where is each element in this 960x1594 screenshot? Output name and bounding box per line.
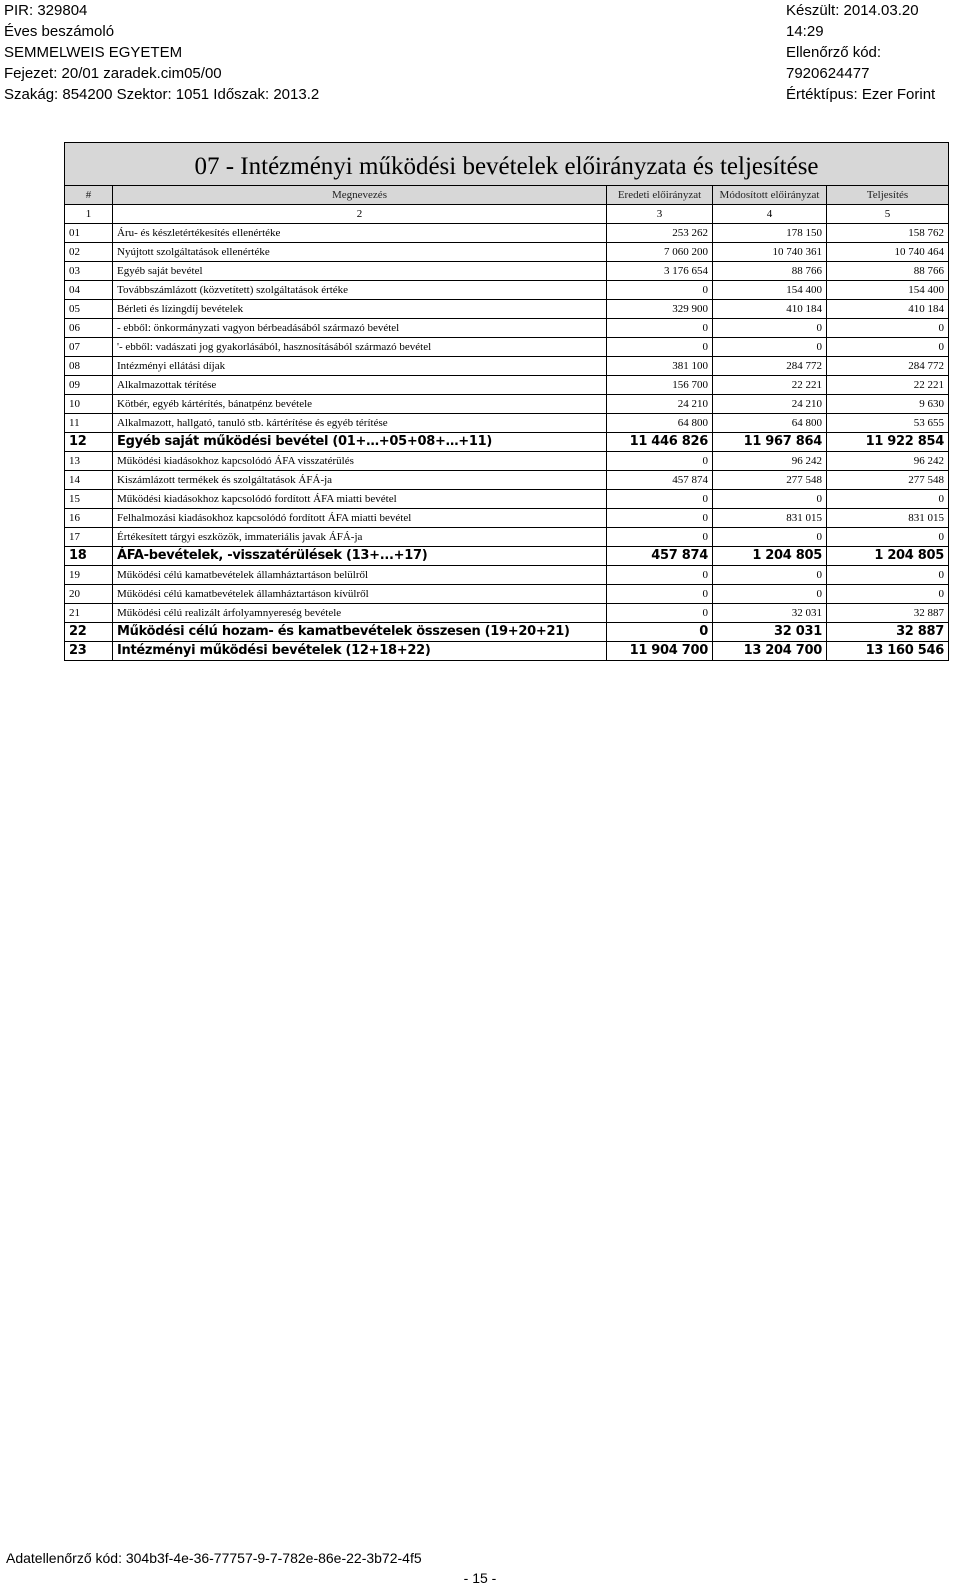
row-modified: 178 150 bbox=[713, 224, 827, 243]
row-modified: 0 bbox=[713, 585, 827, 604]
header-created: Készült: 2014.03.20 14:29 bbox=[786, 2, 919, 40]
row-id: 09 bbox=[65, 376, 113, 395]
row-id: 08 bbox=[65, 357, 113, 376]
row-original: 0 bbox=[607, 319, 713, 338]
table-row bbox=[65, 433, 949, 452]
row-modified: 1 204 805 bbox=[713, 547, 827, 566]
table-row bbox=[65, 376, 949, 395]
row-name: Áru- és készletértékesítés ellenértéke bbox=[113, 224, 607, 243]
row-name: Alkalmazottak térítése bbox=[113, 376, 607, 395]
table-row bbox=[65, 566, 949, 585]
table-row bbox=[65, 357, 949, 376]
table-row bbox=[65, 528, 949, 547]
col-header-modified: Módosított előirányzat bbox=[713, 186, 827, 205]
row-modified: 831 015 bbox=[713, 509, 827, 528]
col-number-5: 5 bbox=[827, 205, 949, 224]
table-row bbox=[65, 319, 949, 338]
row-completed: 410 184 bbox=[827, 300, 949, 319]
row-modified: 96 242 bbox=[713, 452, 827, 471]
row-original: 3 176 654 bbox=[607, 262, 713, 281]
row-name: Működési célú kamatbevételek államháztartáson kívülről bbox=[113, 585, 607, 604]
row-completed: 0 bbox=[827, 338, 949, 357]
row-completed: 32 887 bbox=[827, 604, 949, 623]
row-name: Kötbér, egyéb kártérítés, bánatpénz bevétele bbox=[113, 395, 607, 414]
row-completed: 0 bbox=[827, 490, 949, 509]
row-original: 0 bbox=[607, 490, 713, 509]
row-original: 64 800 bbox=[607, 414, 713, 433]
col-number-2: 2 bbox=[113, 205, 607, 224]
column-number-row bbox=[65, 205, 949, 224]
row-completed: 96 242 bbox=[827, 452, 949, 471]
column-header-row bbox=[65, 186, 949, 205]
row-modified: 10 740 361 bbox=[713, 243, 827, 262]
header-right bbox=[786, 0, 960, 105]
col-header-name: Megnevezés bbox=[113, 186, 607, 205]
row-original: 0 bbox=[607, 623, 713, 642]
row-original: 0 bbox=[607, 604, 713, 623]
row-name: - ebből: önkormányzati vagyon bérbeadásából származó bevétel bbox=[113, 319, 607, 338]
row-id: 02 bbox=[65, 243, 113, 262]
page-number: - 15 - bbox=[463, 1570, 497, 1586]
row-original: 0 bbox=[607, 509, 713, 528]
row-id: 12 bbox=[65, 433, 113, 452]
table-row bbox=[65, 300, 949, 319]
table-row bbox=[65, 642, 949, 661]
row-original: 156 700 bbox=[607, 376, 713, 395]
row-original: 0 bbox=[607, 281, 713, 300]
row-completed: 0 bbox=[827, 566, 949, 585]
row-name: Működési célú hozam- és kamatbevételek összesen (19+20+21) bbox=[113, 623, 607, 642]
row-id: 18 bbox=[65, 547, 113, 566]
row-original: 329 900 bbox=[607, 300, 713, 319]
row-completed: 0 bbox=[827, 319, 949, 338]
row-id: 23 bbox=[65, 642, 113, 661]
table-row bbox=[65, 243, 949, 262]
row-name: Működési célú realizált árfolyamnyereség bevétele bbox=[113, 604, 607, 623]
row-modified: 32 031 bbox=[713, 623, 827, 642]
row-name: Intézményi ellátási díjak bbox=[113, 357, 607, 376]
row-modified: 0 bbox=[713, 566, 827, 585]
row-completed: 11 922 854 bbox=[827, 433, 949, 452]
header-sector: Szakág: 854200 Szektor: 1051 Időszak: 2013.2 bbox=[4, 86, 320, 103]
row-id: 20 bbox=[65, 585, 113, 604]
revenue-table bbox=[64, 142, 949, 661]
row-modified: 277 548 bbox=[713, 471, 827, 490]
row-modified: 284 772 bbox=[713, 357, 827, 376]
row-name: Értékesített tárgyi eszközök, immateriális javak ÁFÁ-ja bbox=[113, 528, 607, 547]
table-row bbox=[65, 604, 949, 623]
row-completed: 22 221 bbox=[827, 376, 949, 395]
row-modified: 24 210 bbox=[713, 395, 827, 414]
row-completed: 0 bbox=[827, 585, 949, 604]
header-chapter: Fejezet: 20/01 zaradek.cim05/00 bbox=[4, 65, 222, 82]
row-name: Működési kiadásokhoz kapcsolódó fordított ÁFA miatti bevétel bbox=[113, 490, 607, 509]
row-original: 7 060 200 bbox=[607, 243, 713, 262]
row-id: 01 bbox=[65, 224, 113, 243]
row-modified: 64 800 bbox=[713, 414, 827, 433]
col-number-4: 4 bbox=[713, 205, 827, 224]
row-name: Működési célú kamatbevételek államháztartáson belülről bbox=[113, 566, 607, 585]
row-completed: 53 655 bbox=[827, 414, 949, 433]
row-name: Egyéb saját működési bevétel (01+…+05+08+…+11) bbox=[113, 433, 607, 452]
row-name: Egyéb saját bevétel bbox=[113, 262, 607, 281]
header-value-type: Értéktípus: Ezer Forint bbox=[786, 86, 936, 103]
row-completed: 284 772 bbox=[827, 357, 949, 376]
row-modified: 0 bbox=[713, 490, 827, 509]
header-pir: PIR: 329804 bbox=[4, 2, 88, 19]
row-completed: 0 bbox=[827, 528, 949, 547]
row-name: ÁFA-bevételek, -visszatérülések (13+...+17) bbox=[113, 547, 607, 566]
table-row bbox=[65, 490, 949, 509]
row-original: 0 bbox=[607, 338, 713, 357]
table-row bbox=[65, 623, 949, 642]
table-row bbox=[65, 395, 949, 414]
header-check-code: Ellenőrző kód: 7920624477 bbox=[786, 44, 882, 82]
row-completed: 10 740 464 bbox=[827, 243, 949, 262]
table-row bbox=[65, 509, 949, 528]
row-name: Intézményi működési bevételek (12+18+22) bbox=[113, 642, 607, 661]
row-id: 10 bbox=[65, 395, 113, 414]
row-name: Nyújtott szolgáltatások ellenértéke bbox=[113, 243, 607, 262]
row-modified: 0 bbox=[713, 528, 827, 547]
row-id: 06 bbox=[65, 319, 113, 338]
table-row bbox=[65, 414, 949, 433]
row-original: 457 874 bbox=[607, 547, 713, 566]
row-modified: 22 221 bbox=[713, 376, 827, 395]
col-header-completed: Teljesítés bbox=[827, 186, 949, 205]
header-left bbox=[4, 0, 319, 105]
table-row bbox=[65, 338, 949, 357]
row-name: Működési kiadásokhoz kapcsolódó ÁFA visszatérülés bbox=[113, 452, 607, 471]
table-row bbox=[65, 547, 949, 566]
row-name: '- ebből: vadászati jog gyakorlásából, hasznosításából származó bevétel bbox=[113, 338, 607, 357]
col-header-number: # bbox=[65, 186, 113, 205]
row-completed: 1 204 805 bbox=[827, 547, 949, 566]
table-title-row bbox=[65, 143, 949, 186]
row-id: 15 bbox=[65, 490, 113, 509]
row-id: 21 bbox=[65, 604, 113, 623]
col-number-1: 1 bbox=[65, 205, 113, 224]
row-original: 11 904 700 bbox=[607, 642, 713, 661]
row-id: 05 bbox=[65, 300, 113, 319]
row-modified: 32 031 bbox=[713, 604, 827, 623]
row-completed: 277 548 bbox=[827, 471, 949, 490]
row-name: Bérleti és lízingdíj bevételek bbox=[113, 300, 607, 319]
col-number-3: 3 bbox=[607, 205, 713, 224]
table-title: 07 - Intézményi működési bevételek előirányzata és teljesítése bbox=[65, 143, 949, 186]
row-modified: 410 184 bbox=[713, 300, 827, 319]
row-id: 03 bbox=[65, 262, 113, 281]
row-modified: 0 bbox=[713, 319, 827, 338]
row-id: 14 bbox=[65, 471, 113, 490]
row-original: 457 874 bbox=[607, 471, 713, 490]
row-id: 11 bbox=[65, 414, 113, 433]
row-name: Kiszámlázott termékek és szolgáltatások ÁFÁ-ja bbox=[113, 471, 607, 490]
table-row bbox=[65, 585, 949, 604]
row-id: 19 bbox=[65, 566, 113, 585]
row-original: 253 262 bbox=[607, 224, 713, 243]
row-modified: 0 bbox=[713, 338, 827, 357]
row-original: 0 bbox=[607, 585, 713, 604]
row-id: 16 bbox=[65, 509, 113, 528]
header-report-type: Éves beszámoló bbox=[4, 23, 115, 40]
row-completed: 13 160 546 bbox=[827, 642, 949, 661]
row-id: 13 bbox=[65, 452, 113, 471]
row-name: Alkalmazott, hallgató, tanuló stb. kártérítése és egyéb térítése bbox=[113, 414, 607, 433]
row-completed: 88 766 bbox=[827, 262, 949, 281]
table-row bbox=[65, 471, 949, 490]
table-row bbox=[65, 224, 949, 243]
col-header-original: Eredeti előirányzat bbox=[607, 186, 713, 205]
row-completed: 154 400 bbox=[827, 281, 949, 300]
row-modified: 154 400 bbox=[713, 281, 827, 300]
table-row bbox=[65, 262, 949, 281]
row-modified: 13 204 700 bbox=[713, 642, 827, 661]
row-id: 22 bbox=[65, 623, 113, 642]
row-id: 17 bbox=[65, 528, 113, 547]
row-completed: 9 630 bbox=[827, 395, 949, 414]
row-original: 0 bbox=[607, 528, 713, 547]
row-original: 11 446 826 bbox=[607, 433, 713, 452]
row-original: 0 bbox=[607, 452, 713, 471]
row-name: Felhalmozási kiadásokhoz kapcsolódó fordított ÁFA miatti bevétel bbox=[113, 509, 607, 528]
header-institution: SEMMELWEIS EGYETEM bbox=[4, 44, 183, 61]
row-id: 04 bbox=[65, 281, 113, 300]
row-original: 0 bbox=[607, 566, 713, 585]
row-id: 07 bbox=[65, 338, 113, 357]
row-name: Továbbszámlázott (közvetített) szolgáltatások értéke bbox=[113, 281, 607, 300]
row-completed: 32 887 bbox=[827, 623, 949, 642]
footer-data-check-code: Adatellenőrző kód: 304b3f-4e-36-77757-9-7-782e-86e-22-3b72-4f5 bbox=[6, 1550, 422, 1566]
table-row bbox=[65, 281, 949, 300]
row-modified: 88 766 bbox=[713, 262, 827, 281]
table-row bbox=[65, 452, 949, 471]
row-completed: 158 762 bbox=[827, 224, 949, 243]
row-completed: 831 015 bbox=[827, 509, 949, 528]
row-modified: 11 967 864 bbox=[713, 433, 827, 452]
row-original: 24 210 bbox=[607, 395, 713, 414]
row-original: 381 100 bbox=[607, 357, 713, 376]
